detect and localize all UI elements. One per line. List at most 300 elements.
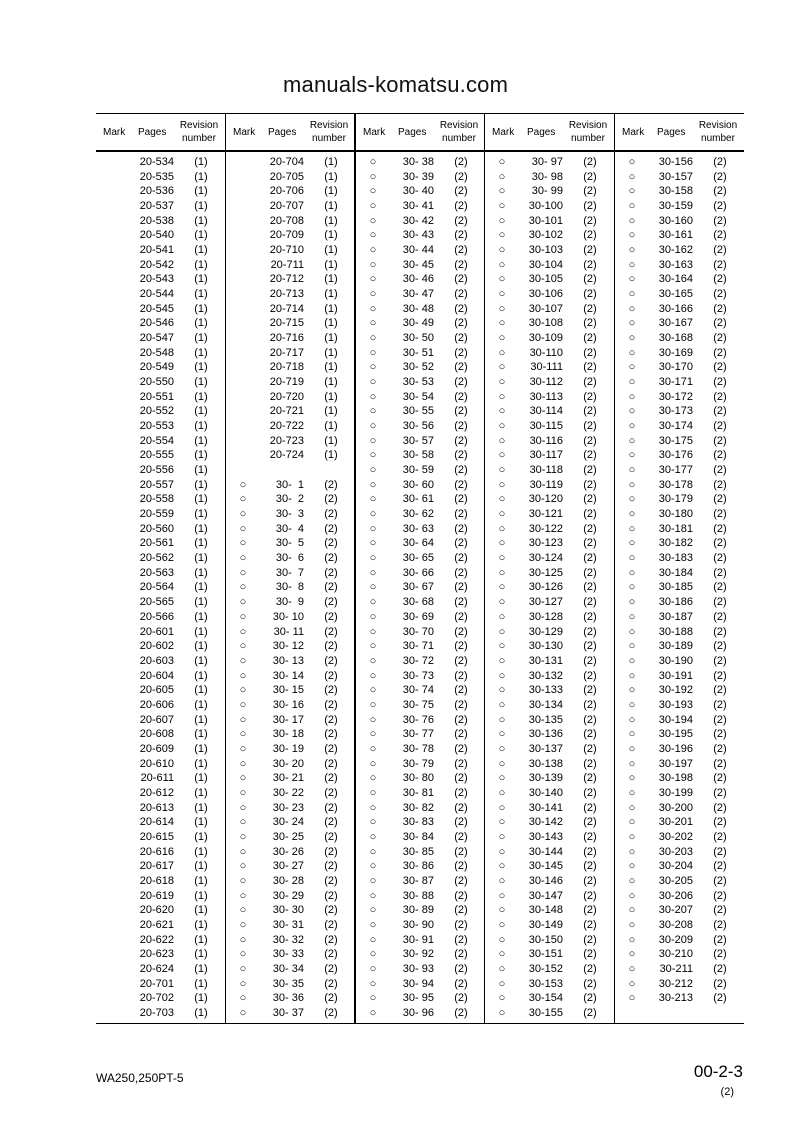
page-number-cell: 30-123 (528, 537, 563, 550)
page-number-cell: 30- 67 (402, 581, 434, 594)
page-number-cell: 30- 47 (402, 288, 434, 301)
revision-mark-circle-icon: ○ (369, 977, 377, 990)
revision-mark-circle-icon: ○ (239, 742, 247, 755)
table-row (356, 492, 486, 507)
table-row (485, 522, 615, 537)
revision-mark-circle-icon: ○ (498, 669, 506, 682)
revision-mark-circle-icon: ○ (239, 552, 247, 565)
table-row (485, 184, 615, 199)
page-number-cell: 30- 63 (402, 522, 434, 535)
page-number-cell: 20-716 (269, 332, 304, 345)
table-row (615, 184, 745, 199)
revision-mark-circle-icon: ○ (239, 786, 247, 799)
table-row (356, 654, 486, 669)
table-row (226, 243, 356, 258)
page-number-cell: 30- 61 (402, 493, 434, 506)
revision-number-cell: (2) (713, 244, 727, 257)
table-row (485, 874, 615, 889)
page-number-cell: 30-185 (658, 581, 693, 594)
revision-number-header (306, 119, 352, 145)
revision-mark-circle-icon: ○ (369, 390, 377, 403)
revision-number-cell: (2) (583, 288, 597, 301)
revision-number-cell: (2) (583, 185, 597, 198)
page-number-cell: 20-534 (139, 156, 174, 168)
revision-mark-circle-icon: ○ (628, 933, 636, 946)
revision-mark-circle-icon: ○ (628, 332, 636, 345)
revision-number-cell: (2) (454, 816, 468, 829)
revision-number-cell: (1) (194, 654, 208, 667)
page-number-cell: 30- 34 (272, 962, 304, 975)
revision-mark-circle-icon: ○ (628, 904, 636, 917)
revision-mark-circle-icon: ○ (239, 845, 247, 858)
revision-mark-circle-icon: ○ (628, 170, 636, 183)
revision-number-cell: (2) (583, 229, 597, 242)
revision-mark-circle-icon: ○ (369, 522, 377, 535)
revision-number-cell: (2) (713, 273, 727, 286)
page-number-cell: 30-209 (658, 933, 693, 946)
table-row (485, 551, 615, 566)
revision-number-cell: (2) (454, 376, 468, 389)
table-row (485, 610, 615, 625)
page-number-cell: 30-162 (658, 244, 693, 257)
revision-mark-circle-icon: ○ (498, 816, 506, 829)
page-number-cell: 30- 69 (402, 610, 434, 623)
revision-number-cell: (1) (194, 918, 208, 931)
page-number-cell: 30-178 (658, 478, 693, 491)
table-row (615, 375, 745, 390)
revision-number-cell: (2) (324, 522, 338, 535)
page-number-cell: 30- 37 (272, 1006, 304, 1019)
table-row (226, 536, 356, 551)
table-row (356, 801, 486, 816)
revision-number-cell: (2) (324, 537, 338, 550)
page-number-cell: 30-119 (529, 478, 563, 491)
revision-mark-circle-icon: ○ (628, 478, 636, 491)
page-number-cell: 20-707 (269, 200, 304, 213)
page-number-cell: 30-166 (658, 302, 693, 315)
revision-number-cell: (2) (454, 390, 468, 403)
table-row (356, 522, 486, 537)
revision-mark-circle-icon: ○ (498, 156, 506, 168)
revision-header-line: Revision (439, 120, 479, 131)
page-number-cell: 30-148 (528, 904, 563, 917)
revision-mark-circle-icon: ○ (498, 244, 506, 257)
table-row (96, 419, 226, 434)
revision-number-cell: (2) (713, 977, 727, 990)
revision-mark-circle-icon: ○ (628, 684, 636, 697)
table-row (356, 595, 486, 610)
page-number-cell: 30-136 (528, 728, 563, 741)
revision-number-cell: (1) (324, 346, 338, 359)
page-number-cell: 30-149 (528, 918, 563, 931)
table-row (226, 507, 356, 522)
page-number-cell: 30- 38 (402, 156, 434, 168)
revision-mark-circle-icon: ○ (628, 625, 636, 638)
page-number-cell: 30- 62 (402, 508, 434, 521)
page-number-cell: 30-190 (658, 654, 693, 667)
revision-number-cell: (2) (454, 420, 468, 433)
page-number-cell: 20-620 (139, 904, 174, 917)
revision-number-cell: (2) (454, 757, 468, 770)
table-row (226, 713, 356, 728)
table-row (356, 404, 486, 419)
table-row (615, 287, 745, 302)
page-number-cell: 30- 56 (402, 420, 434, 433)
revision-mark-circle-icon: ○ (628, 302, 636, 315)
page-number-cell: 30- 66 (402, 566, 434, 579)
revision-number-cell: (1) (194, 904, 208, 917)
revision-mark-circle-icon: ○ (498, 185, 506, 198)
page-number-cell: 30- 15 (272, 684, 304, 697)
page-number-cell: 30- 46 (402, 273, 434, 286)
table-row (356, 566, 486, 581)
page-number-cell: 30-171 (658, 376, 693, 389)
table-row (226, 669, 356, 684)
revision-mark-circle-icon: ○ (369, 596, 377, 609)
page-number-cell: 20-704 (269, 156, 304, 168)
table-row (485, 390, 615, 405)
revision-number-cell: (2) (713, 302, 727, 315)
page-number-cell: 30-161 (658, 229, 693, 242)
table-row (485, 331, 615, 346)
revision-mark-circle-icon: ○ (498, 508, 506, 521)
revision-mark-circle-icon: ○ (369, 874, 377, 887)
table-row (485, 815, 615, 830)
revision-mark-circle-icon: ○ (498, 170, 506, 183)
table-row (485, 742, 615, 757)
page-number-cell: 20-544 (139, 288, 174, 301)
revision-number-cell: (2) (583, 713, 597, 726)
revision-number-cell: (1) (194, 332, 208, 345)
revision-mark-circle-icon: ○ (628, 317, 636, 330)
revision-number-cell: (1) (194, 434, 208, 447)
revision-number-cell: (2) (454, 904, 468, 917)
page-number-cell: 30- 76 (402, 713, 434, 726)
revision-number-cell: (1) (194, 1006, 208, 1019)
revision-number-cell: (1) (194, 405, 208, 418)
table-row (615, 404, 745, 419)
table-row (485, 801, 615, 816)
table-row (96, 815, 226, 830)
revision-mark-circle-icon: ○ (369, 552, 377, 565)
revision-mark-circle-icon: ○ (369, 948, 377, 961)
revision-number-cell: (2) (454, 933, 468, 946)
revision-number-cell: (2) (324, 669, 338, 682)
revision-mark-circle-icon: ○ (628, 654, 636, 667)
table-row (96, 390, 226, 405)
revision-mark-circle-icon: ○ (239, 992, 247, 1005)
revision-number-cell: (2) (713, 522, 727, 535)
page-number-cell: 30- 31 (272, 918, 304, 931)
page-number-cell: 30- 68 (402, 596, 434, 609)
revision-number-cell: (2) (454, 713, 468, 726)
revision-mark-circle-icon: ○ (498, 889, 506, 902)
revision-number-header (436, 119, 482, 145)
revision-number-cell: (2) (713, 258, 727, 271)
revision-number-cell: (2) (324, 962, 338, 975)
table-row (356, 360, 486, 375)
table-row (96, 742, 226, 757)
revision-number-cell: (1) (194, 229, 208, 242)
revision-number-cell: (2) (713, 317, 727, 330)
revision-mark-circle-icon: ○ (628, 860, 636, 873)
table-row (226, 786, 356, 801)
page-number-cell: 30-137 (528, 742, 563, 755)
page-number-cell: 20-703 (139, 1006, 174, 1019)
revision-number-cell: (2) (583, 346, 597, 359)
revision-mark-circle-icon: ○ (498, 200, 506, 213)
page-number-cell: 20-556 (139, 464, 174, 477)
page-number-cell: 30- 64 (402, 537, 434, 550)
page-number-cell: 30-188 (658, 625, 693, 638)
revision-number-cell: (2) (324, 508, 338, 521)
table-row (226, 962, 356, 977)
revision-number-cell: (1) (324, 258, 338, 271)
revision-number-cell: (2) (324, 610, 338, 623)
revision-number-cell: (1) (324, 317, 338, 330)
page-number-cell: 30-130 (528, 640, 563, 653)
page-number-cell: 30-167 (658, 317, 693, 330)
table-row (226, 625, 356, 640)
revision-number-cell: (1) (324, 288, 338, 301)
table-row (226, 610, 356, 625)
table-row (356, 346, 486, 361)
table-row (485, 771, 615, 786)
revision-mark-circle-icon: ○ (498, 302, 506, 315)
revision-mark-circle-icon: ○ (628, 977, 636, 990)
revision-header-line: number (571, 133, 605, 144)
page-number-cell: 30-141 (528, 801, 563, 814)
page-number-cell: 30-198 (658, 772, 693, 785)
page-number-cell: 20-558 (139, 493, 174, 506)
revision-number-cell: (2) (583, 258, 597, 271)
page-number-cell: 30-169 (658, 346, 693, 359)
revision-number-cell: (2) (583, 904, 597, 917)
revision-mark-circle-icon: ○ (239, 669, 247, 682)
page-number-cell: 30-210 (658, 948, 693, 961)
revision-mark-circle-icon: ○ (498, 1006, 506, 1019)
revision-number-cell: (2) (324, 801, 338, 814)
revision-number-cell: (2) (583, 757, 597, 770)
page-number-cell: 30-132 (528, 669, 563, 682)
page-number-cell: 30- 20 (272, 757, 304, 770)
page-number-cell: 30-155 (528, 1006, 563, 1019)
revision-mark-circle-icon: ○ (498, 581, 506, 594)
page-number-cell: 30-111 (530, 361, 563, 374)
revision-number-cell: (2) (583, 390, 597, 403)
page-number-cell: 30-122 (528, 522, 563, 535)
page-number-cell: 20-705 (269, 170, 304, 183)
revision-mark-circle-icon: ○ (369, 640, 377, 653)
revision-number-cell: (1) (194, 420, 208, 433)
page-number-cell: 30-117 (529, 449, 563, 462)
page-number-cell: 20-616 (139, 845, 174, 858)
revision-mark-circle-icon: ○ (628, 830, 636, 843)
page-number-cell: 30- 42 (402, 214, 434, 227)
table-row (96, 918, 226, 933)
revision-number-cell: (1) (194, 596, 208, 609)
page-number-cell: 30-172 (658, 390, 693, 403)
table-row (356, 874, 486, 889)
revision-mark-circle-icon: ○ (628, 992, 636, 1005)
table-row (96, 977, 226, 992)
table-row (615, 742, 745, 757)
mark-header: Mark (103, 127, 126, 138)
table-row (96, 625, 226, 640)
revision-mark-circle-icon: ○ (369, 698, 377, 711)
revision-mark-circle-icon: ○ (239, 493, 247, 506)
revision-number-cell: (2) (583, 464, 597, 477)
revision-number-cell: (2) (454, 889, 468, 902)
revision-number-cell: (2) (713, 728, 727, 741)
table-row (615, 507, 745, 522)
revision-number-cell: (2) (713, 478, 727, 491)
revision-mark-circle-icon: ○ (498, 874, 506, 887)
revision-mark-circle-icon: ○ (369, 361, 377, 374)
revision-mark-circle-icon: ○ (369, 757, 377, 770)
table-row (485, 625, 615, 640)
revision-number-cell: (1) (194, 713, 208, 726)
revision-number-cell: (2) (583, 317, 597, 330)
page-number-cell: 30- 17 (272, 713, 304, 726)
revision-number-cell: (2) (454, 288, 468, 301)
table-row (356, 316, 486, 331)
revision-number-cell: (2) (713, 772, 727, 785)
revision-mark-circle-icon: ○ (498, 713, 506, 726)
page-number-cell: 20-546 (139, 317, 174, 330)
page-number-cell: 30- 49 (402, 317, 434, 330)
page-number-cell: 30-177 (658, 464, 693, 477)
revision-mark-circle-icon: ○ (628, 434, 636, 447)
table-row (226, 977, 356, 992)
revision-number-cell: (2) (583, 434, 597, 447)
revision-mark-circle-icon: ○ (369, 273, 377, 286)
table-row (96, 448, 226, 463)
revision-number-cell: (2) (583, 933, 597, 946)
table-row (615, 757, 745, 772)
revision-number-cell: (2) (454, 698, 468, 711)
revision-mark-circle-icon: ○ (239, 581, 247, 594)
page-number-cell: 30-154 (528, 992, 563, 1005)
page-number-cell: 20-552 (139, 405, 174, 418)
table-row (356, 375, 486, 390)
page-number-cell: 30- 98 (531, 170, 563, 183)
page-number-cell: 30-208 (658, 918, 693, 931)
page-number-cell: 30-197 (658, 757, 693, 770)
revision-number-cell: (2) (713, 992, 727, 1005)
revision-header-line: number (182, 133, 216, 144)
table-row (96, 522, 226, 537)
table-row (96, 595, 226, 610)
revision-number-cell: (2) (454, 640, 468, 653)
table-row (615, 947, 745, 962)
revision-mark-circle-icon: ○ (628, 376, 636, 389)
page-number-cell: 30-107 (528, 302, 563, 315)
revision-number-cell: (1) (324, 361, 338, 374)
revision-mark-circle-icon: ○ (498, 757, 506, 770)
table-row (485, 346, 615, 361)
table-row (226, 199, 356, 214)
page-number-cell: 20-564 (139, 581, 174, 594)
table-row (356, 757, 486, 772)
revision-number-cell: (2) (454, 478, 468, 491)
revision-number-cell: (2) (583, 552, 597, 565)
page-number-cell: 30- 89 (402, 904, 434, 917)
table-row (615, 698, 745, 713)
revision-mark-circle-icon: ○ (628, 566, 636, 579)
page-number-cell: 30- 88 (402, 889, 434, 902)
revision-number-cell: (1) (194, 390, 208, 403)
table-row (226, 683, 356, 698)
page-number-cell: 30- 22 (272, 786, 304, 799)
revision-number-cell: (2) (713, 405, 727, 418)
page-number-cell: 30- 97 (531, 156, 563, 168)
revision-mark-circle-icon: ○ (369, 376, 377, 389)
table-row (96, 786, 226, 801)
revision-number-cell: (1) (194, 992, 208, 1005)
revision-number-cell: (2) (583, 684, 597, 697)
revision-number-cell: (2) (713, 434, 727, 447)
revision-mark-circle-icon: ○ (369, 464, 377, 477)
page-number-cell: 20-566 (139, 610, 174, 623)
revision-number-cell: (2) (583, 420, 597, 433)
table-row (615, 478, 745, 493)
page-number-cell: 30-105 (528, 273, 563, 286)
revision-number-cell: (2) (713, 918, 727, 931)
revision-mark-circle-icon: ○ (498, 640, 506, 653)
revision-number-cell: (1) (194, 625, 208, 638)
table-row (356, 683, 486, 698)
table-row (96, 155, 226, 170)
page-number-cell: 30-184 (658, 566, 693, 579)
revision-mark-circle-icon: ○ (498, 845, 506, 858)
revision-mark-circle-icon: ○ (369, 214, 377, 227)
revision-number-cell: (1) (194, 977, 208, 990)
page-number-cell: 30- 51 (402, 346, 434, 359)
page-number-cell: 20-614 (139, 816, 174, 829)
table-row (96, 669, 226, 684)
table-row (356, 419, 486, 434)
table-row (615, 492, 745, 507)
revision-mark-circle-icon: ○ (498, 933, 506, 946)
table-row (226, 155, 356, 170)
page-number-cell: 30- 50 (402, 332, 434, 345)
table-row (356, 991, 486, 1006)
page-number-cell: 30-114 (529, 405, 563, 418)
table-row (356, 903, 486, 918)
page-number-cell: 20-536 (139, 185, 174, 198)
revision-number-cell: (2) (583, 581, 597, 594)
revision-number-cell: (1) (194, 552, 208, 565)
revision-mark-circle-icon: ○ (369, 170, 377, 183)
table-row (226, 801, 356, 816)
table-row (226, 830, 356, 845)
page-number-cell: 20-722 (269, 420, 304, 433)
page-number-cell: 20-622 (139, 933, 174, 946)
revision-mark-circle-icon: ○ (369, 478, 377, 491)
page-number-cell: 20-721 (269, 405, 304, 418)
table-row (485, 903, 615, 918)
revision-mark-circle-icon: ○ (369, 449, 377, 462)
revision-number-cell: (1) (324, 405, 338, 418)
table-row (485, 859, 615, 874)
page-number-cell: 30-211 (659, 962, 693, 975)
revision-mark-circle-icon: ○ (628, 742, 636, 755)
revision-number-cell: (1) (194, 816, 208, 829)
table-row (356, 845, 486, 860)
page-number-cell: 20-706 (269, 185, 304, 198)
page-number-cell: 20-554 (139, 434, 174, 447)
